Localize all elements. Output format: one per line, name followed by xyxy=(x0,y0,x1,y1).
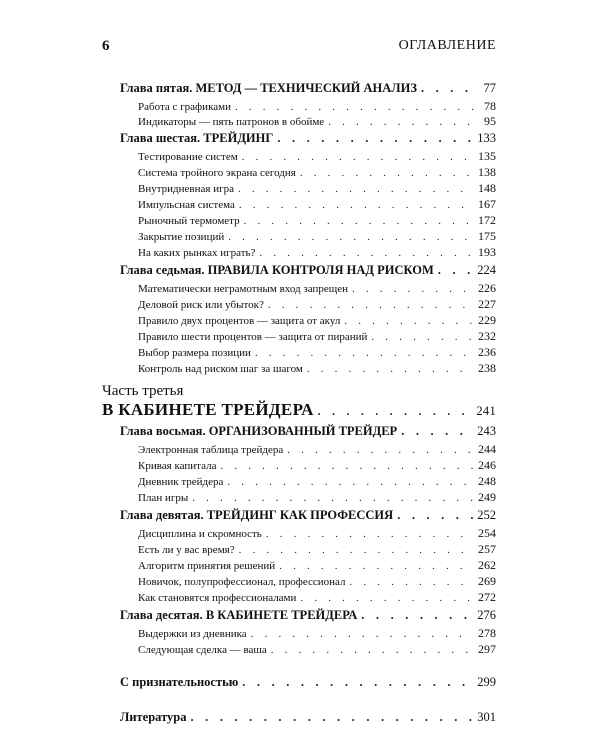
toc-chapter-10[interactable] xyxy=(120,609,496,622)
toc-section[interactable] xyxy=(138,575,496,588)
dot-leader xyxy=(271,645,474,656)
page-ref: 249 xyxy=(478,490,496,504)
dot-leader xyxy=(287,445,474,456)
toc-section[interactable] xyxy=(138,643,496,656)
toc-section[interactable] xyxy=(138,214,496,227)
toc-section[interactable] xyxy=(138,346,496,359)
chapter-title: Глава седьмая. ПРАВИЛА КОНТРОЛЯ НАД РИСКОМ xyxy=(120,263,434,277)
section-title: Работа с графиками xyxy=(138,101,231,113)
section-title: На каких рынках играть? xyxy=(138,247,256,259)
page-number: 6 xyxy=(102,38,110,54)
dot-leader xyxy=(277,132,473,145)
chapter-title: Глава пятая. МЕТОД — ТЕХНИЧЕСКИЙ АНАЛИЗ xyxy=(120,81,417,95)
page-ref: 241 xyxy=(476,404,496,418)
page-ref: 232 xyxy=(478,329,496,343)
dot-leader xyxy=(307,364,474,375)
dot-leader xyxy=(259,248,474,259)
toc-section[interactable] xyxy=(138,443,496,456)
dot-leader xyxy=(300,168,474,179)
toc-section[interactable] xyxy=(138,559,496,572)
dot-leader xyxy=(300,593,474,604)
toc-acknowledgements[interactable] xyxy=(120,676,496,689)
dot-leader xyxy=(242,152,474,163)
page-ref: 229 xyxy=(478,313,496,327)
toc-section[interactable] xyxy=(138,475,496,488)
toc-section[interactable] xyxy=(138,362,496,375)
section-title: Кривая капитала xyxy=(138,460,217,472)
page-ref: 244 xyxy=(478,442,496,456)
dot-leader xyxy=(268,300,474,311)
page-ref: 236 xyxy=(478,345,496,359)
running-head: ОГЛАВЛЕНИЕ xyxy=(398,38,496,53)
page-ref: 248 xyxy=(478,474,496,488)
dot-leader xyxy=(279,561,474,572)
toc-section[interactable] xyxy=(138,330,496,343)
page-ref: 172 xyxy=(478,213,496,227)
page-ref: 301 xyxy=(477,710,496,724)
dot-leader xyxy=(397,509,473,522)
dot-leader xyxy=(421,82,480,95)
page-ref: 78 xyxy=(484,99,496,113)
page-ref: 276 xyxy=(477,608,496,622)
toc-section[interactable] xyxy=(138,166,496,179)
toc-literature[interactable] xyxy=(120,711,496,724)
chapter-title: С признательностью xyxy=(120,675,239,689)
section-title: Деловой риск или убыток? xyxy=(138,299,264,311)
toc-section[interactable] xyxy=(138,459,496,472)
dot-leader xyxy=(352,284,474,295)
section-title: Алгоритм принятия решений xyxy=(138,560,276,572)
toc-chapter-6[interactable] xyxy=(120,132,496,145)
page-ref: 278 xyxy=(478,626,496,640)
dot-leader xyxy=(328,117,480,128)
chapter-title: Глава восьмая. ОРГАНИЗОВАННЫЙ ТРЕЙДЕР xyxy=(120,424,398,438)
dot-leader xyxy=(438,264,473,277)
section-title: Выбор размера позиции xyxy=(138,347,251,359)
dot-leader xyxy=(242,676,473,689)
toc-chapter-7[interactable] xyxy=(120,264,496,277)
toc-chapter-8[interactable] xyxy=(120,425,496,438)
dot-leader xyxy=(251,629,474,640)
chapter-title: Глава шестая. ТРЕЙДИНГ xyxy=(120,131,274,145)
section-title: Как становятся профессионалами xyxy=(138,592,297,604)
page-ref: 95 xyxy=(484,114,496,128)
section-title: Следующая сделка — ваша xyxy=(138,644,267,656)
section-title: Рыночный термометр xyxy=(138,215,240,227)
toc-section[interactable] xyxy=(138,150,496,163)
section-title: Новичок, полупрофессионал, профессионал xyxy=(138,576,346,588)
page-ref: 257 xyxy=(478,542,496,556)
dot-leader xyxy=(235,102,480,113)
section-title: Выдержки из дневника xyxy=(138,628,247,640)
section-title: Тестирование систем xyxy=(138,151,238,163)
page-ref: 77 xyxy=(483,81,496,95)
chapter-title: Глава девятая. ТРЕЙДИНГ КАК ПРОФЕССИЯ xyxy=(120,508,394,522)
page-ref: 175 xyxy=(478,229,496,243)
toc-section[interactable] xyxy=(138,282,496,295)
page-ref: 133 xyxy=(477,131,496,145)
toc-section[interactable] xyxy=(138,100,496,113)
page-ref: 224 xyxy=(477,263,496,277)
toc-section[interactable] xyxy=(138,298,496,311)
toc-section[interactable] xyxy=(138,543,496,556)
section-title: Правило шести процентов — защита от пираний xyxy=(138,331,368,343)
page-ref: 269 xyxy=(478,574,496,588)
page-ref: 238 xyxy=(478,361,496,375)
chapter-title: Литература xyxy=(120,710,187,724)
section-title: Система тройного экрана сегодня xyxy=(138,167,296,179)
dot-leader xyxy=(401,425,473,438)
page-ref: 272 xyxy=(478,590,496,604)
toc-section[interactable] xyxy=(138,115,496,128)
toc-section[interactable] xyxy=(138,491,496,504)
dot-leader xyxy=(255,348,474,359)
section-title: Контроль над риском шаг за шагом xyxy=(138,363,303,375)
section-title: Есть ли у вас время? xyxy=(138,544,235,556)
dot-leader xyxy=(239,200,474,211)
page-ref: 226 xyxy=(478,281,496,295)
toc-section[interactable] xyxy=(138,527,496,540)
toc-section[interactable] xyxy=(138,198,496,211)
dot-leader xyxy=(192,493,474,504)
section-title: Импульсная система xyxy=(138,199,235,211)
dot-leader xyxy=(238,184,474,195)
dot-leader xyxy=(191,711,474,724)
dot-leader xyxy=(361,609,473,622)
page-ref: 227 xyxy=(478,297,496,311)
section-title: План игры xyxy=(138,492,189,504)
toc-section[interactable] xyxy=(138,182,496,195)
dot-leader xyxy=(244,216,474,227)
dot-leader xyxy=(239,545,474,556)
page-header xyxy=(102,38,496,58)
toc-chapter-5[interactable] xyxy=(120,82,496,95)
dot-leader xyxy=(227,477,474,488)
dot-leader xyxy=(350,577,475,588)
section-title: Правило двух процентов — защита от акул xyxy=(138,315,341,327)
page-ref: 243 xyxy=(477,424,496,438)
chapter-title: Глава десятая. В КАБИНЕТЕ ТРЕЙДЕРА xyxy=(120,608,358,622)
page-ref: 138 xyxy=(478,165,496,179)
dot-leader xyxy=(318,405,473,417)
dot-leader xyxy=(228,232,474,243)
section-title: Индикаторы — пять патронов в обойме xyxy=(138,116,325,128)
toc-part-3[interactable] xyxy=(102,401,496,418)
page-ref: 299 xyxy=(477,675,496,689)
section-title: Дневник трейдера xyxy=(138,476,224,488)
dot-leader xyxy=(266,529,474,540)
toc-section[interactable] xyxy=(138,591,496,604)
dot-leader xyxy=(220,461,474,472)
toc-section[interactable] xyxy=(138,314,496,327)
section-title: Электронная таблица трейдера xyxy=(138,444,284,456)
section-title: Внутридневная игра xyxy=(138,183,234,195)
page-ref: 262 xyxy=(478,558,496,572)
toc-chapter-9[interactable] xyxy=(120,509,496,522)
page-ref: 167 xyxy=(478,197,496,211)
toc-section[interactable] xyxy=(138,246,496,259)
toc-section[interactable] xyxy=(138,230,496,243)
toc-section[interactable] xyxy=(138,627,496,640)
section-title: Дисциплина и скромность xyxy=(138,528,262,540)
page-ref: 135 xyxy=(478,149,496,163)
page-ref: 252 xyxy=(477,508,496,522)
section-title: Закрытие позиций xyxy=(138,231,225,243)
page-ref: 148 xyxy=(478,181,496,195)
page-ref: 246 xyxy=(478,458,496,472)
part-label: Часть третья xyxy=(102,383,184,399)
page-ref: 297 xyxy=(478,642,496,656)
dot-leader xyxy=(344,316,474,327)
dot-leader xyxy=(371,332,474,343)
part-title: В КАБИНЕТЕ ТРЕЙДЕРА xyxy=(102,400,314,419)
section-title: Математически неграмотным вход запрещен xyxy=(138,283,348,295)
page-ref: 254 xyxy=(478,526,496,540)
page-ref: 193 xyxy=(478,245,496,259)
